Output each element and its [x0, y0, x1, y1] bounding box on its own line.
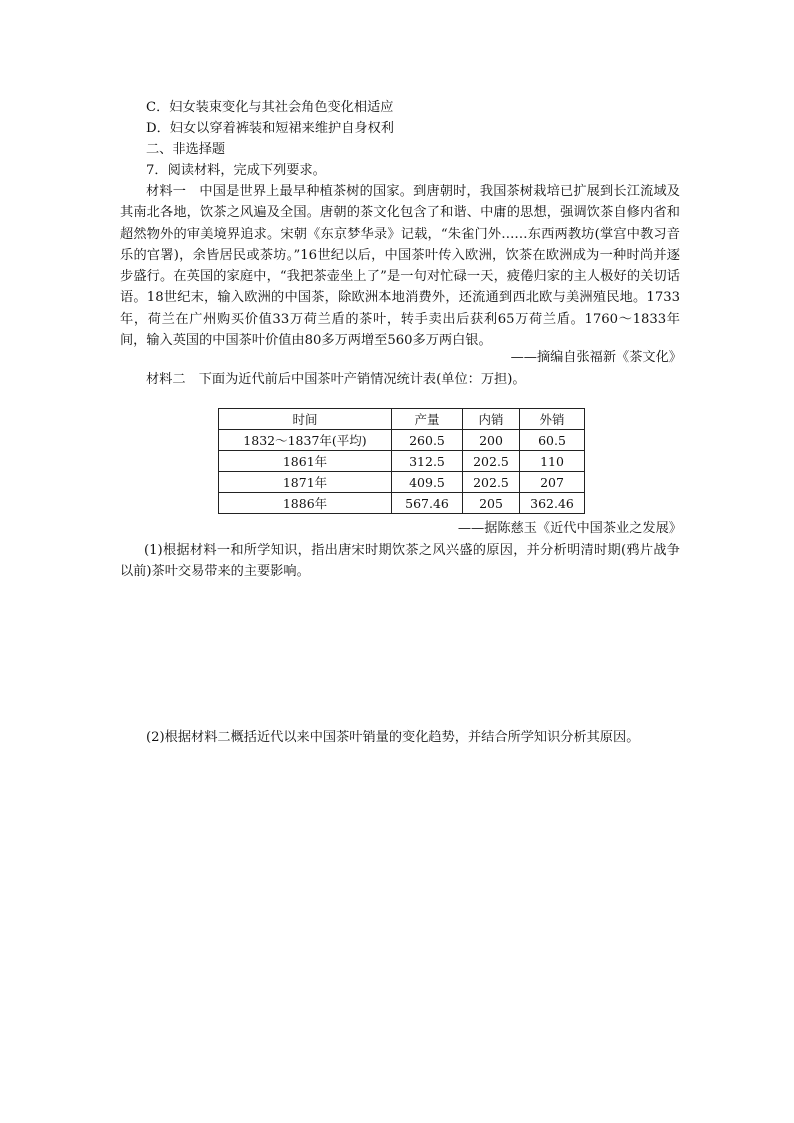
section-heading: 二、非选择题: [146, 142, 226, 157]
table-row: [219, 430, 585, 451]
cell-export: 362.46: [520, 493, 585, 514]
cell-export: 207: [520, 472, 585, 493]
cell-time: 1886年: [219, 493, 392, 514]
header-output: 产量: [392, 409, 463, 430]
question-7: 7．阅读材料，完成下列要求。: [146, 163, 326, 178]
sub-question-1: (1)根据材料一和所学知识，指出唐宋时期饮茶之风兴盛的原因，并分析明清时期(鸦片战争以前)茶叶交易带来的主要影响。: [120, 543, 680, 580]
table-header-row: [219, 409, 585, 430]
cell-domestic: 202.5: [463, 472, 520, 493]
cell-time: 1871年: [219, 472, 392, 493]
table-row: [219, 472, 585, 493]
header-export: 外销: [520, 409, 585, 430]
cell-output: 409.5: [392, 472, 463, 493]
cell-time: 1861年: [219, 451, 392, 472]
cell-output: 312.5: [392, 451, 463, 472]
cell-export: 110: [520, 451, 585, 472]
material-1-source: ——摘编自张福新《茶文化》: [510, 350, 682, 365]
material-1-text: 材料一 中国是世界上最早种植茶树的国家。到唐朝时，我国茶树栽培已扩展到长江流域及其南北各地，饮茶之风遍及全国。唐朝的茶文化包含了和谐、中庸的思想，强调饮茶自修内省和超然物外的审美境界追求。宋朝《东京梦华录》记载，“朱雀门外……东西两教坊(掌宫中教习音乐的官署)，余皆居民或茶坊。”16世纪以后，中国茶叶传入欧洲，饮茶在欧洲成为一种时尚并逐步盛行。在英国的家庭中，“我把茶壶坐上了”是一句对忙碌一天，疲倦归家的主人极好的关切话语。18世纪末，输入欧洲的中国茶，除欧洲本地消费外，还流通到西北欧与美洲殖民地。1733年，荷兰在广州购买价值33万荷兰盾的茶叶，转手卖出后获利65万荷兰盾。1760～1833年间，输入英国的中国茶叶价值由80多万两增至560多万两白银。: [120, 184, 680, 349]
option-d: D．妇女以穿着裤装和短裙来维护自身权利: [146, 121, 394, 136]
material-2-intro: 材料二 下面为近代前后中国茶叶产销情况统计表(单位：万担)。: [146, 372, 526, 387]
cell-domestic: 200: [463, 430, 520, 451]
material-2-source: ——据陈慈玉《近代中国茶业之发展》: [457, 521, 682, 536]
cell-time: 1832～1837年(平均): [219, 430, 392, 451]
header-time: 时间: [219, 409, 392, 430]
cell-domestic: 202.5: [463, 451, 520, 472]
sub-question-2: (2)根据材料二概括近代以来中国茶叶销量的变化趋势，并结合所学知识分析其原因。: [146, 730, 640, 745]
header-domestic: 内销: [463, 409, 520, 430]
cell-domestic: 205: [463, 493, 520, 514]
table-row: [219, 451, 585, 472]
cell-output: 567.46: [392, 493, 463, 514]
cell-output: 260.5: [392, 430, 463, 451]
cell-export: 60.5: [520, 430, 585, 451]
option-c: C．妇女装束变化与其社会角色变化相适应: [146, 100, 394, 115]
table-row: [219, 493, 585, 514]
tea-sales-table: [218, 408, 585, 514]
